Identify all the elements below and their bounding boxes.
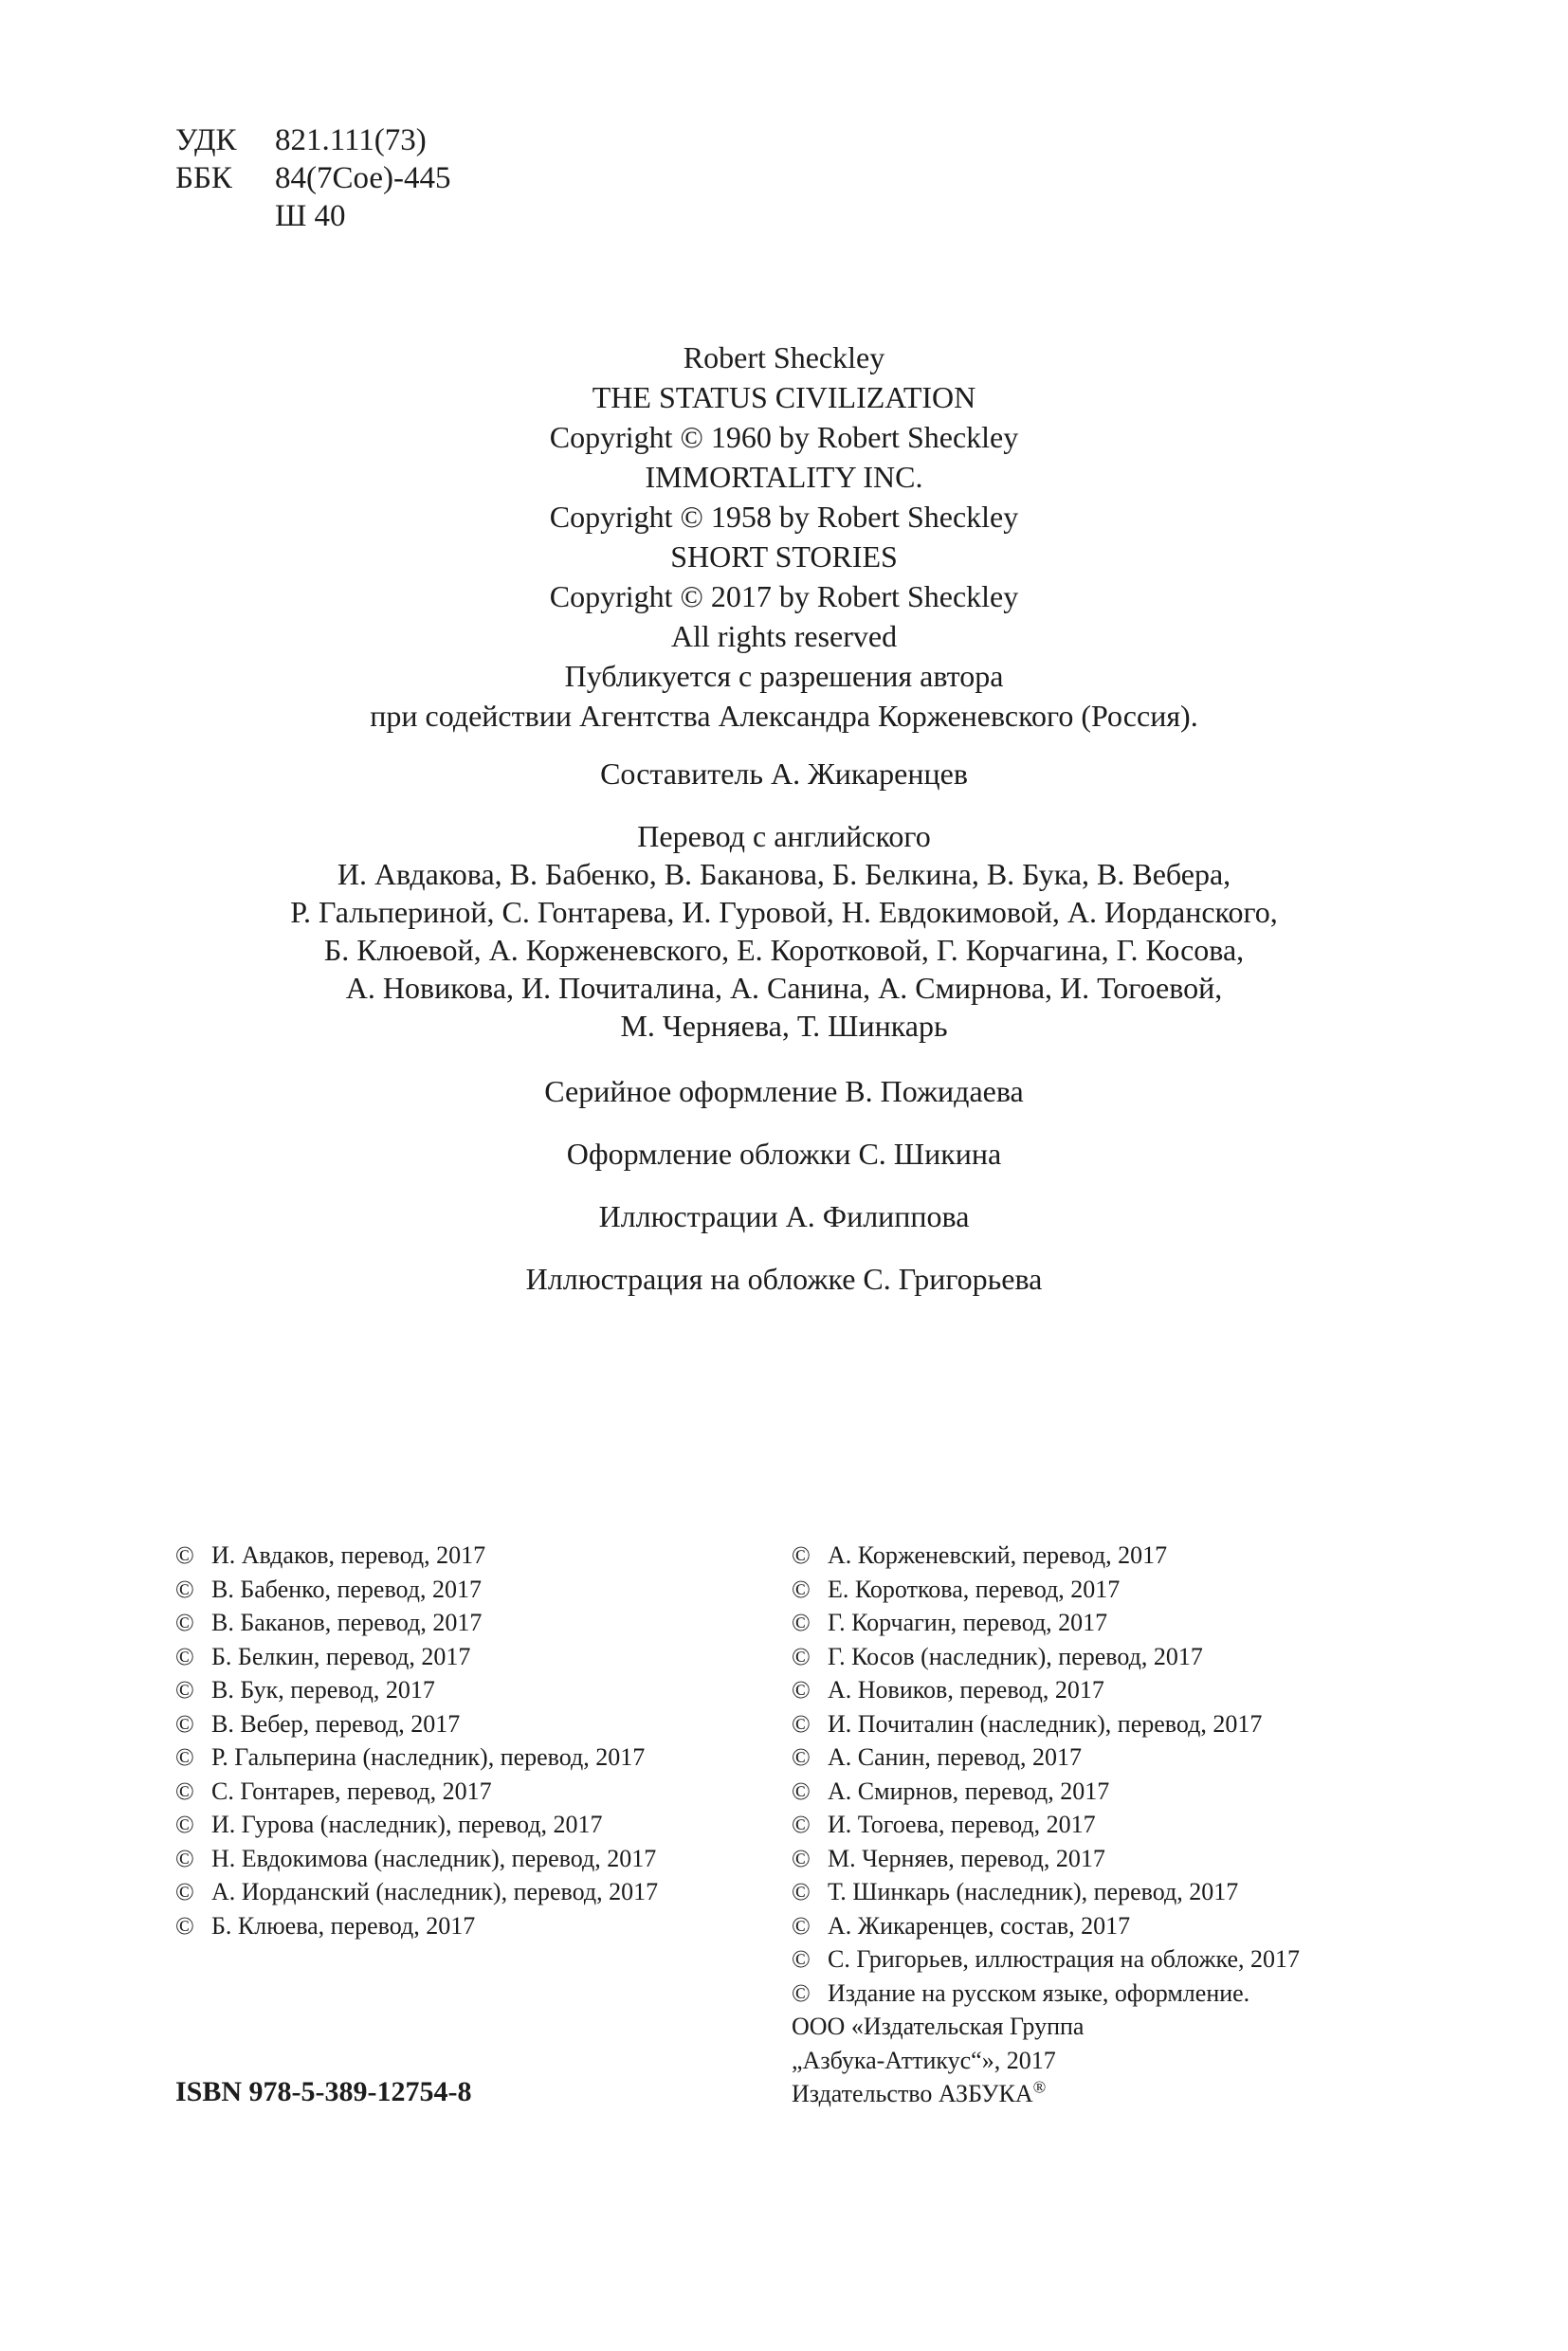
copyright-symbol: © [792, 1642, 811, 1670]
copyright-text: И. Гурова (наследник), перевод, 2017 [211, 1811, 603, 1838]
copyright-text: А. Жикаренцев, состав, 2017 [828, 1911, 1131, 1940]
copyright-symbol: © [175, 1743, 194, 1771]
copyright-text: Т. Шинкарь (наследник), перевод, 2017 [828, 1878, 1239, 1905]
copyright-text: М. Черняев, перевод, 2017 [828, 1844, 1105, 1872]
translators-line: Б. Клюевой, А. Корженевского, Е. Коротковой, Г. Корчагина, Г. Косова, [323, 933, 1245, 967]
translation-heading: Перевод с английского [637, 819, 931, 853]
copyright-text: А. Смирнов, перевод, 2017 [828, 1777, 1110, 1805]
copyright-entry [175, 1909, 658, 1943]
credit-line: Оформление обложки С. Шикина [566, 1137, 1002, 1171]
copyright-entry [792, 1875, 1300, 1909]
copyright-text: Р. Гальперина (наследник), перевод, 2017 [211, 1743, 646, 1771]
author-mark: Ш 40 [275, 199, 346, 233]
copyright-entry [175, 1842, 658, 1876]
copyright-symbol: © [792, 1541, 811, 1569]
copyright-symbol: © [792, 1978, 811, 2007]
publisher-name: Издательство АЗБУКА [792, 2080, 1033, 2107]
copyright-symbol: © [175, 1811, 194, 1838]
copyright-text: Б. Клюева, перевод, 2017 [211, 1911, 476, 1940]
translators-line: Р. Гальпериной, С. Гонтарева, И. Гуровой, Н. Евдокимовой, А. Иорданского, [290, 895, 1278, 929]
translators-line: М. Черняева, Т. Шинкарь [620, 1009, 948, 1043]
copyright-text: Б. Белкин, перевод, 2017 [211, 1642, 471, 1670]
copyright-symbol: © [792, 1844, 811, 1872]
copyright-text: В. Бабенко, перевод, 2017 [211, 1575, 483, 1603]
copyright-symbol: © [175, 1642, 194, 1670]
compiler-text: Составитель А. Жикаренцев [600, 756, 968, 791]
copyright-symbol: © [175, 1878, 194, 1905]
copyright-entry [792, 1909, 1300, 1943]
copyright-entry [792, 1606, 1300, 1640]
credit-line: Серийное оформление В. Пожидаева [544, 1074, 1024, 1108]
copyright-entry [792, 1775, 1300, 1809]
copyright-text: В. Баканов, перевод, 2017 [211, 1609, 483, 1636]
design-credits-block [0, 1071, 1568, 1321]
copyright-symbol: © [175, 1541, 194, 1569]
copyright-entry [792, 1842, 1300, 1876]
copyright-symbol: © [175, 1777, 194, 1805]
translators-block [0, 817, 1568, 1045]
rights-line: при содействии Агентства Александра Корженевского (Россия). [370, 699, 1198, 733]
translators-line: И. Авдакова, В. Бабенко, В. Баканова, Б. Белкина, В. Бука, В. Вебера, [337, 857, 1231, 891]
rights-line: IMMORTALITY INC. [645, 460, 923, 494]
credit-line: Иллюстрация на обложке С. Григорьева [525, 1262, 1043, 1296]
copyright-entry [175, 1673, 658, 1707]
copyright-entry [175, 1875, 658, 1909]
rights-line: Copyright © 1958 by Robert Sheckley [549, 500, 1019, 534]
bbk-row [175, 159, 451, 197]
copyright-text: С. Григорьев, иллюстрация на обложке, 2017 [828, 1945, 1301, 1973]
copyright-entry [175, 1707, 658, 1741]
copyright-symbol: © [792, 1609, 811, 1636]
copyright-symbol: © [792, 1777, 811, 1805]
copyright-symbol: © [175, 1575, 194, 1603]
isbn: ISBN 978-5-389-12754-8 [175, 2076, 472, 2107]
original-rights-block [0, 337, 1568, 736]
udk-label: УДК [175, 123, 237, 157]
copyright-text: И. Тогоева, перевод, 2017 [828, 1811, 1096, 1838]
copyrights-right-column [792, 1539, 1300, 2111]
copyright-symbol: © [792, 1945, 811, 1973]
copyright-symbol: © [792, 1743, 811, 1771]
copyright-entry [175, 1775, 658, 1809]
copyright-text: С. Гонтарев, перевод, 2017 [211, 1777, 492, 1805]
copyright-entry [792, 1808, 1300, 1842]
copyright-text: И. Почиталин (наследник), перевод, 2017 [828, 1709, 1263, 1738]
publisher-copyright-entry [792, 1977, 1300, 2011]
rights-line: Copyright © 1960 by Robert Sheckley [549, 420, 1019, 454]
copyright-entry [175, 1640, 658, 1674]
bbk-label: ББК [175, 161, 232, 195]
copyright-text: В. Бук, перевод, 2017 [211, 1676, 435, 1704]
copyright-entry [792, 1640, 1300, 1674]
compiler-line [0, 754, 1568, 793]
copyright-text: Г. Корчагин, перевод, 2017 [828, 1609, 1108, 1636]
copyright-entry [792, 1539, 1300, 1573]
copyright-symbol: © [175, 1911, 194, 1940]
udk-value: 821.111(73) [275, 123, 427, 157]
classification-block [175, 121, 451, 235]
rights-line: Copyright © 2017 by Robert Sheckley [549, 579, 1019, 613]
copyright-text: Е. Короткова, перевод, 2017 [828, 1575, 1121, 1603]
rights-line: SHORT STORIES [670, 539, 898, 574]
copyright-entry [175, 1740, 658, 1775]
copyright-entry [792, 1740, 1300, 1775]
copyright-text: А. Санин, перевод, 2017 [828, 1743, 1082, 1771]
copyright-entry [792, 1573, 1300, 1607]
rights-line: All rights reserved [670, 619, 898, 653]
registered-mark: ® [1032, 2077, 1047, 2097]
rights-line: Публикуется с разрешения автора [564, 659, 1004, 693]
copyright-symbol: © [792, 1811, 811, 1838]
copyright-symbol: © [792, 1911, 811, 1940]
copyright-text: А. Корженевский, перевод, 2017 [828, 1541, 1168, 1569]
copyright-symbol: © [175, 1609, 194, 1636]
credit-line: Иллюстрации А. Филиппова [598, 1199, 970, 1233]
udk-row [175, 121, 451, 159]
copyright-symbol: © [175, 1676, 194, 1704]
copyright-entry [175, 1539, 658, 1573]
copyright-symbol: © [792, 1709, 811, 1738]
copyright-entry [792, 1942, 1300, 1977]
copyright-text: И. Авдаков, перевод, 2017 [211, 1541, 486, 1569]
copyright-symbol: © [792, 1676, 811, 1704]
publisher-notice-line: ООО «Издательская Группа [792, 2013, 1085, 2040]
publisher-notice-line: „Азбука-Аттикус“», 2017 [792, 2046, 1056, 2074]
bbk-value: 84(7Сое)-445 [275, 161, 451, 195]
translators-line: А. Новикова, И. Почиталина, А. Санина, А. Смирнова, И. Тогоевой, [345, 971, 1223, 1005]
copyright-text: А. Новиков, перевод, 2017 [828, 1676, 1104, 1704]
publisher-notice-line: Издание на русском языке, оформление. [828, 1978, 1250, 2007]
copyright-symbol: © [175, 1844, 194, 1872]
copyright-symbol: © [792, 1878, 811, 1905]
publisher-imprint-line [792, 2077, 1300, 2111]
rights-line: Robert Sheckley [683, 340, 885, 374]
copyright-symbol: © [175, 1709, 194, 1738]
copyright-entry [175, 1573, 658, 1607]
copyrights-left-column [175, 1539, 658, 1942]
copyright-text: А. Иорданский (наследник), перевод, 2017 [211, 1878, 659, 1905]
copyright-entry [792, 1707, 1300, 1741]
copyright-text: В. Вебер, перевод, 2017 [211, 1709, 461, 1738]
copyright-text: Н. Евдокимова (наследник), перевод, 2017 [211, 1844, 657, 1872]
copyright-entry [175, 1808, 658, 1842]
rights-line: THE STATUS CIVILIZATION [592, 380, 976, 414]
copyright-entry [792, 1673, 1300, 1707]
copyright-symbol: © [792, 1575, 811, 1603]
copyright-text: Г. Косов (наследник), перевод, 2017 [828, 1642, 1203, 1670]
copyright-entry [175, 1606, 658, 1640]
